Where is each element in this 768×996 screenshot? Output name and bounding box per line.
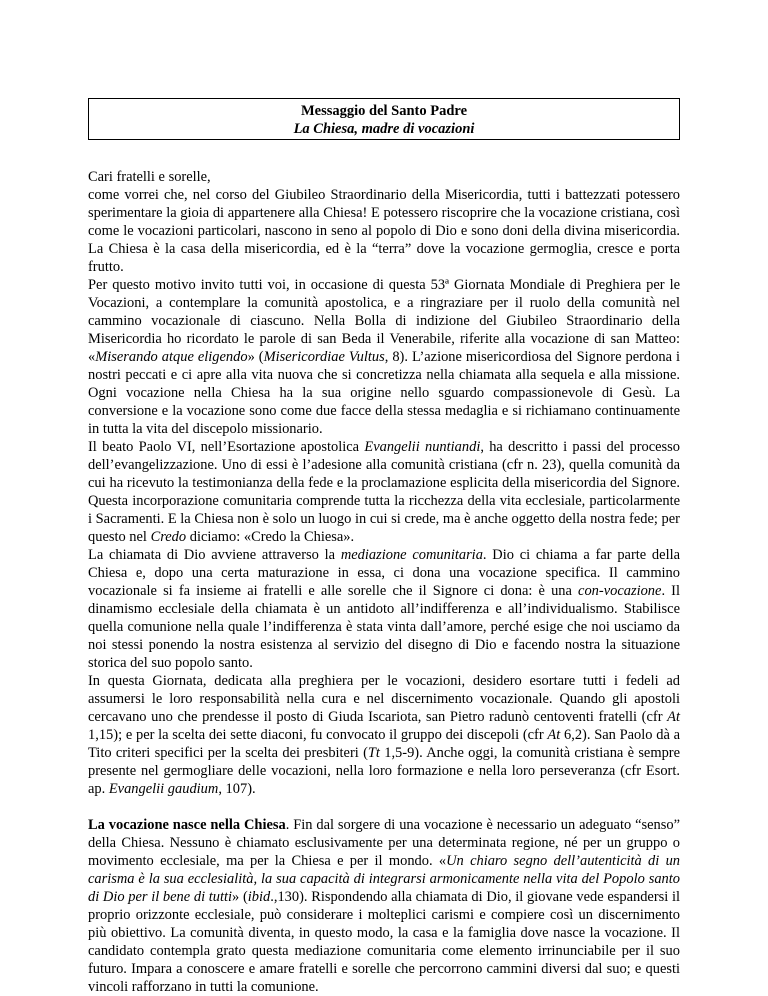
italic-text: Evangelii nuntiandi — [364, 439, 481, 455]
title-box — [88, 98, 680, 140]
italic-text: ibid — [247, 889, 271, 905]
text-run: 6,2). San Paolo dà a Tito criteri specifici per la scelta dei presbiteri ( — [88, 727, 680, 761]
paragraph — [88, 438, 680, 546]
text-run: » ( — [232, 889, 248, 905]
paragraph — [88, 672, 680, 798]
text-run: » ( — [247, 349, 264, 365]
text-run: Per questo motivo invito tutti voi, in occasione di questa 53ª Giornata Mondiale di Preghiera per le Vocazioni, a contemplare la comunità apostolica, e a ringraziare per il ruolo della comunità nel cammino vocazionale di ciascuno. Nella Bolla di indizione del Giubileo Straordinario della Misericordia ho ricordato le parole di san Beda il Venerabile, riferite alla vocazione di san Matteo: « — [88, 277, 680, 365]
paragraph — [88, 546, 680, 672]
text-run: 1,5-9). Anche oggi, la comunità cristiana è sempre presente nel germogliare delle vocazioni, nella loro formazione e nella loro perseveranza (cfr Esort. ap. — [88, 745, 681, 797]
italic-text: Un chiaro segno dell’autenticità di un carisma è la sua ecclesialità, la sua capacità di integrarsi armonicamente nella vita del Popolo santo di Dio per il bene di tutti — [88, 853, 681, 905]
text-run: La chiamata di Dio avviene attraverso la — [88, 547, 341, 563]
text-run: 1,15); e per la scelta dei sette diaconi, fu convocato il gruppo dei discepoli (cfr — [88, 727, 548, 743]
paragraph — [88, 816, 680, 996]
italic-text: con-vocazione — [578, 583, 662, 599]
text-run: . Fin dal sorgere di una vocazione è necessario un adeguato “senso” della Chiesa. Nessuno è chiamato esclusivamente per una determinata regione, né per un gruppo o movimento ecclesiale, ma per la Chiesa e per il mondo. « — [88, 817, 681, 869]
text-run: , 107). — [218, 781, 256, 797]
italic-text: Evangelii gaudium — [108, 781, 219, 797]
text-run: , ha descritto i passi del processo dell’evangelizzazione. Uno di essi è l’adesione alla comunità cristiana (cfr n. 23), quella comunità da cui ha ricevuto la testimonianza della fede e la proclamazione esplicita della misericordia del Signore. Questa incorporazione comunitaria comprende tutta la ricchezza della vita ecclesiale, particolarmente i Sacramenti. E la Chiesa non è solo un luogo in cui si crede, ma è anche oggetto della nostra fede; per questo nel — [88, 439, 680, 545]
italic-text: Credo — [150, 529, 187, 545]
text-run: In questa Giornata, dedicata alla preghiera per le vocazioni, desidero esortare tutti i fedeli ad assumersi le loro responsabilità nella cura e nel discernimento vocazionale. Quando gli apostoli cercavano uno che prendesse il posto di Giuda Iscariota, san Pietro radunò centoventi fratelli (cfr — [88, 673, 680, 725]
text-run: . Il dinamismo ecclesiale della chiamata è un antidoto all’indifferenza e all’individualismo. Stabilisce quella comunione nella quale l’indifferenza è stata vinta dall’amore, perché esige che noi usciamo da noi stessi ponendo la nostra esistenza al servizio del disegno di Dio e facendo nostra la situazione storica del suo popolo santo. — [88, 583, 680, 671]
document-subtitle: La Chiesa, madre di vocazioni — [293, 121, 475, 137]
greeting: Cari fratelli e sorelle, — [88, 169, 211, 185]
italic-text: Miserando atque eligendo — [95, 349, 248, 365]
italic-text: Tt — [367, 745, 380, 761]
italic-text: mediazione comunitaria — [340, 547, 483, 563]
paragraph — [88, 276, 680, 438]
paragraph: come vorrei che, nel corso del Giubileo Straordinario della Misericordia, tutti i battezzati potessero sperimentare la gioia di appartenere alla Chiesa! E potessero riscoprire che la vocazione cristiana, così come le vocazioni particolari, nascono in seno al popolo di Dio e sono doni della divina misericordia. La Chiesa è la casa della misericordia, ed è la “terra” dove la vocazione germoglia, cresce e porta frutto. — [88, 187, 680, 275]
message-body — [88, 168, 680, 996]
text-run: , 8). L’azione misericordiosa del Signore perdona i nostri peccati e ci apre alla vita nuova che si concretizza nella chiamata alla sequela e alla missione. Ogni vocazione nella Chiesa ha la sua origine nello sguardo compassionevole di Gesù. La conversione e la vocazione sono come due facce della stessa medaglia e si richiamano continuamente in tutta la vita del discepolo missionario. — [88, 349, 680, 437]
italic-text: Misericordiae Vultus — [263, 349, 385, 365]
section-heading: La vocazione nasce nella Chiesa — [88, 817, 286, 833]
italic-text: At — [547, 727, 561, 743]
italic-text: At — [667, 709, 680, 725]
document-title: Messaggio del Santo Padre — [300, 103, 468, 119]
text-run: Il beato Paolo VI, nell’Esortazione apostolica — [88, 439, 365, 455]
text-run: . Dio ci chiama a far parte della Chiesa e, dopo una certa maturazione in essa, ci dona una vocazione specifica. Il cammino vocazionale si fa insieme ai fratelli e alle sorelle che il Signore ci dona: è una — [88, 547, 680, 599]
text-run: diciamo: «Credo la Chiesa». — [186, 529, 355, 545]
text-run: .,130). Rispondendo alla chiamata di Dio, il giovane vede espandersi il proprio orizzonte ecclesiale, può considerare i molteplici carismi e compiere così un discernimento più obiettivo. La comunità diventa, in questo modo, la casa e la famiglia dove nasce la vocazione. Il candidato contempla grato questa mediazione comunitaria come elemento irrinunciabile per il suo futuro. Impara a conoscere e amare fratelli e sorelle che percorrono cammini diversi dal suo; e questi vincoli rafforzano in tutti la comunione. — [88, 889, 680, 995]
